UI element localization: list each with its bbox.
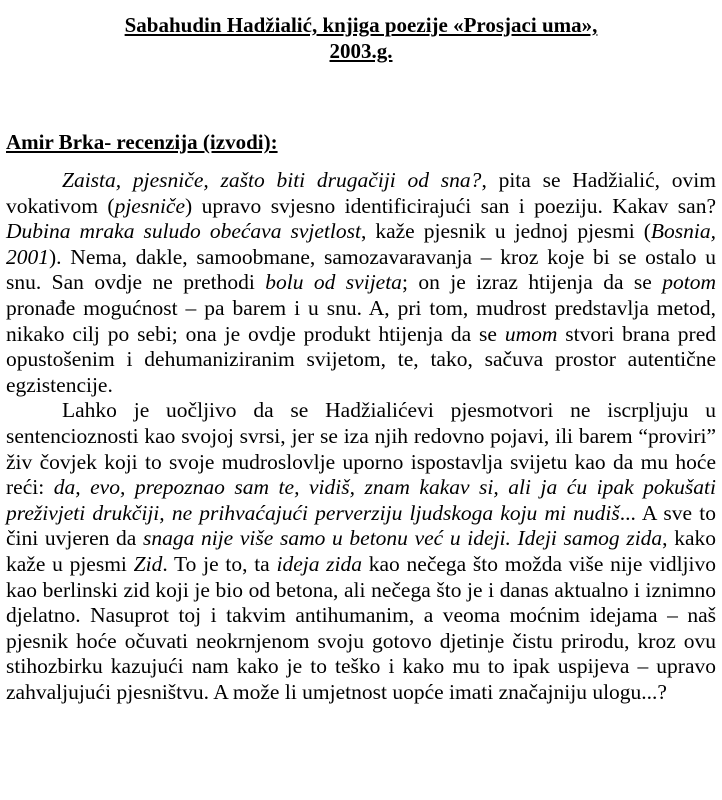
p2-text: ... A sve to čini uvjeren da bbox=[6, 500, 716, 551]
p1-quote-1: Zaista, pjesniče, zašto biti drugačiji od sna? bbox=[62, 168, 482, 192]
paragraph-1 bbox=[6, 168, 716, 398]
document-title bbox=[6, 12, 716, 64]
p2-text: , kako kaže u pjesmi bbox=[6, 526, 716, 576]
title-line-1: Sabahudin Hadžialić, knjiga poezije «Prosjaci uma», bbox=[124, 13, 598, 37]
p1-text: ). Nema, dakle, samoobmane, samozavaravanja – kroz koje bi se ostalo u snu. San ovdje ne prethodi bbox=[6, 244, 716, 295]
title-line-2: 2003.g. bbox=[329, 39, 393, 63]
p1-italic: bolu od svijeta bbox=[265, 270, 402, 295]
p1-text: stvori brana pred opustošenim i dehumaniziranim svijetom, te, tako, sačuva prostor autentične egzistencije. bbox=[6, 321, 716, 397]
p1-text: , pita se Hadžialić, ovim vokativom ( bbox=[6, 168, 716, 218]
p1-text: pronađe mogućnost – pa barem i u snu. A, pri tom, mudrost predstavlja metod, nikako cilj po sebi; ona je ovdje produkt htijenja da se bbox=[6, 295, 716, 346]
section-heading: Amir Brka- recenzija (izvodi): bbox=[6, 130, 278, 154]
p1-text: ; on je izraz htijenja da se bbox=[401, 270, 663, 295]
p2-italic: Zid bbox=[133, 551, 163, 576]
p2-text: kao nečega što možda više nije vidljivo kao berlinski zid koji je bio od betona, ali nečega što je i danas aktualno i iznimno djelatno. Nasuprot toj i takvim antihumanim, a veoma moćnim idejama – naš pjesnik hoće očuvati neokrnjenom svoju gotovo djetinje čistu prirodu, kroz ovu stihozbirku kazujući nam kako je to teško i kako mu to ipak uspijeva – upravo zahvaljujući pjesništvu. A može li umjetnost uopće imati značajniju ulogu...? bbox=[6, 551, 716, 704]
p1-text: ) upravo svjesno identificirajući san i poeziju. Kakav san? bbox=[185, 193, 716, 218]
p2-italic: ideja zida bbox=[276, 551, 363, 576]
p1-text: , kaže pjesnik u jednoj pjesmi ( bbox=[360, 219, 651, 244]
p2-text: Lahko je uočljivo da se Hadžialićevi pjesmotvori ne iscrpljuju u sentencioznosti kao svojoj svrsi, jer se iza njih redovno pojavi, ili barem “proviri” živ čovjek koji to svoje mudroslovlje uporno ispostavlja svijetu kao da mu hoće reći: bbox=[6, 398, 716, 500]
paragraph-2 bbox=[6, 398, 716, 705]
p1-italic: umom bbox=[504, 321, 558, 346]
p1-italic: Dubina mraka suludo obećava svjetlost bbox=[6, 219, 361, 244]
p2-italic: da, evo, prepoznao sam te, vidiš, znam kakav si, ali ja ću ipak pokušati preživjeti drukčiji, ne prihvaćajući perverziju ljudskoga koju mi nudiš bbox=[6, 475, 716, 525]
p1-italic: Bosnia, 2001 bbox=[6, 219, 716, 269]
p2-italic: snaga nije više samo u betonu već u ideji. Ideji samog zida bbox=[142, 526, 663, 551]
p2-text: . To je to, ta bbox=[162, 551, 277, 576]
p1-italic: pjesniče bbox=[114, 193, 186, 218]
p1-italic: potom bbox=[662, 270, 716, 295]
